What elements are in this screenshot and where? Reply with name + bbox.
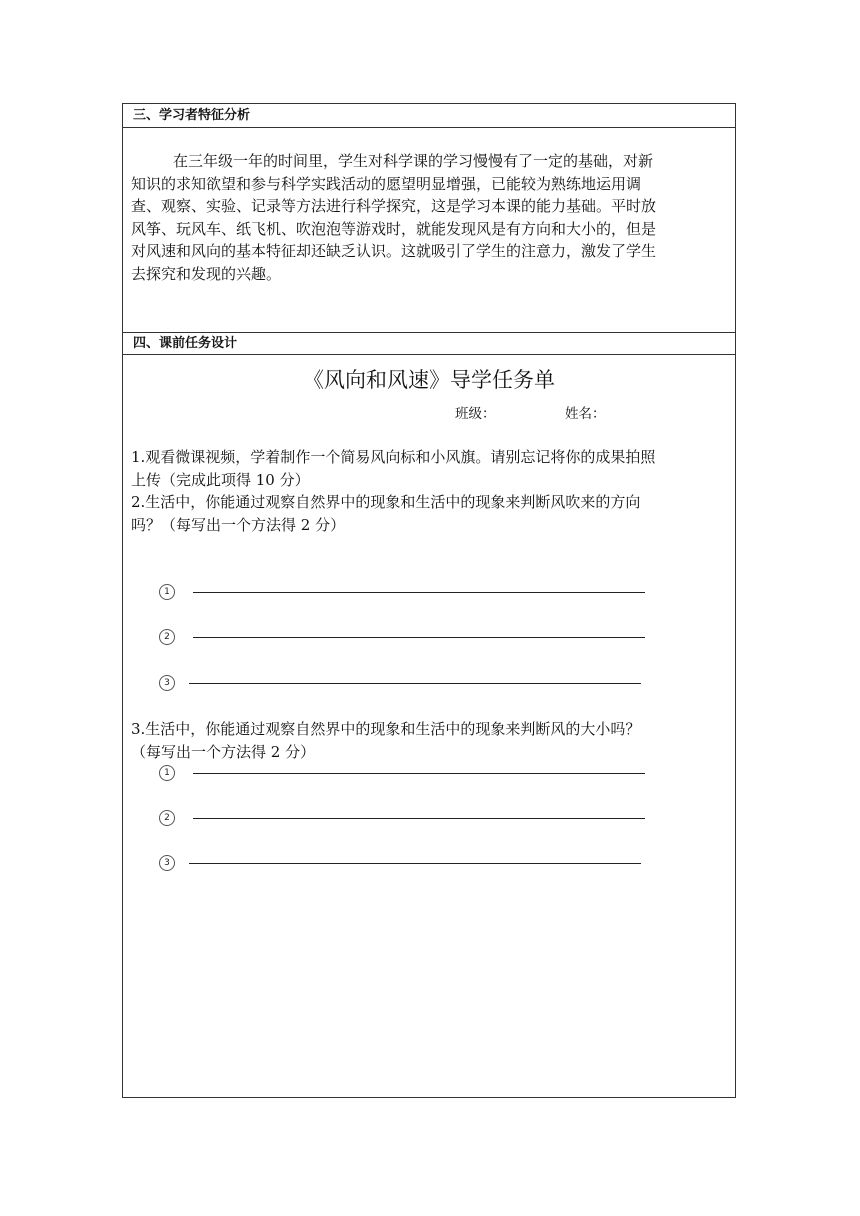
underline [193, 637, 645, 638]
circled-number: 2 [159, 629, 175, 645]
name-label: 姓名： [565, 406, 606, 422]
question-line: 3.生活中，你能通过观察自然界中的现象和生活中的现象来判断风的大小吗？ [131, 720, 641, 738]
circled-number: 2 [159, 810, 175, 826]
learner-analysis-paragraph [131, 150, 729, 285]
section4-header: 四、课前任务设计 [133, 336, 238, 351]
lesson-plan-table [122, 103, 736, 1098]
question-line: （每写出一个方法得 2 分） [131, 742, 316, 761]
circled-number: 1 [159, 584, 175, 600]
paragraph-line: 知识的求知欲望和参与科学实践活动的愿望明显增强，已能较为熟练地运用调 [131, 174, 642, 193]
row-divider [123, 127, 735, 128]
worksheet-title: 《风向和风速》导学任务单 [303, 368, 555, 392]
circled-number: 3 [159, 675, 175, 691]
paragraph-line: 查、观察、实验、记录等方法进行科学探究，这是学习本课的能力基础。平时放 [131, 197, 657, 215]
underline [193, 592, 645, 593]
circled-number: 1 [159, 765, 175, 781]
question-line: 1.观看微课视频，学着制作一个简易风向标和小风旗。请别忘记将你的成果拍照 [131, 448, 656, 466]
class-label: 班级： [455, 406, 496, 422]
paragraph-line: 对风速和风向的基本特征却还缺乏认识。这就吸引了学生的注意力，激发了学生 [131, 242, 657, 260]
underline [189, 683, 641, 684]
paragraph-line: 去探究和发现的兴趣。 [131, 264, 282, 283]
row-divider [123, 332, 735, 333]
question-line: 吗？（每写出一个方法得 2 分） [131, 515, 346, 534]
section3-header: 三、学习者特征分析 [133, 108, 251, 123]
question-3 [131, 718, 729, 763]
underline [189, 863, 641, 864]
row-divider [123, 354, 735, 355]
paragraph-line: 风筝、玩风车、纸飞机、吹泡泡等游戏时，就能发现风是有方向和大小的，但是 [131, 219, 657, 238]
underline [193, 773, 645, 774]
question-line: 2.生活中，你能通过观察自然界中的现象和生活中的现象来判断风吹来的方向 [131, 493, 641, 511]
paragraph-line: 在三年级一年的时间里，学生对科学课的学习慢慢有了一定的基础，对新 [173, 152, 654, 170]
question-2 [131, 491, 729, 536]
question-line: 上传（完成此项得 10 分） [131, 470, 310, 489]
underline [193, 818, 645, 819]
question-1 [131, 446, 729, 491]
circled-number: 3 [159, 855, 175, 871]
